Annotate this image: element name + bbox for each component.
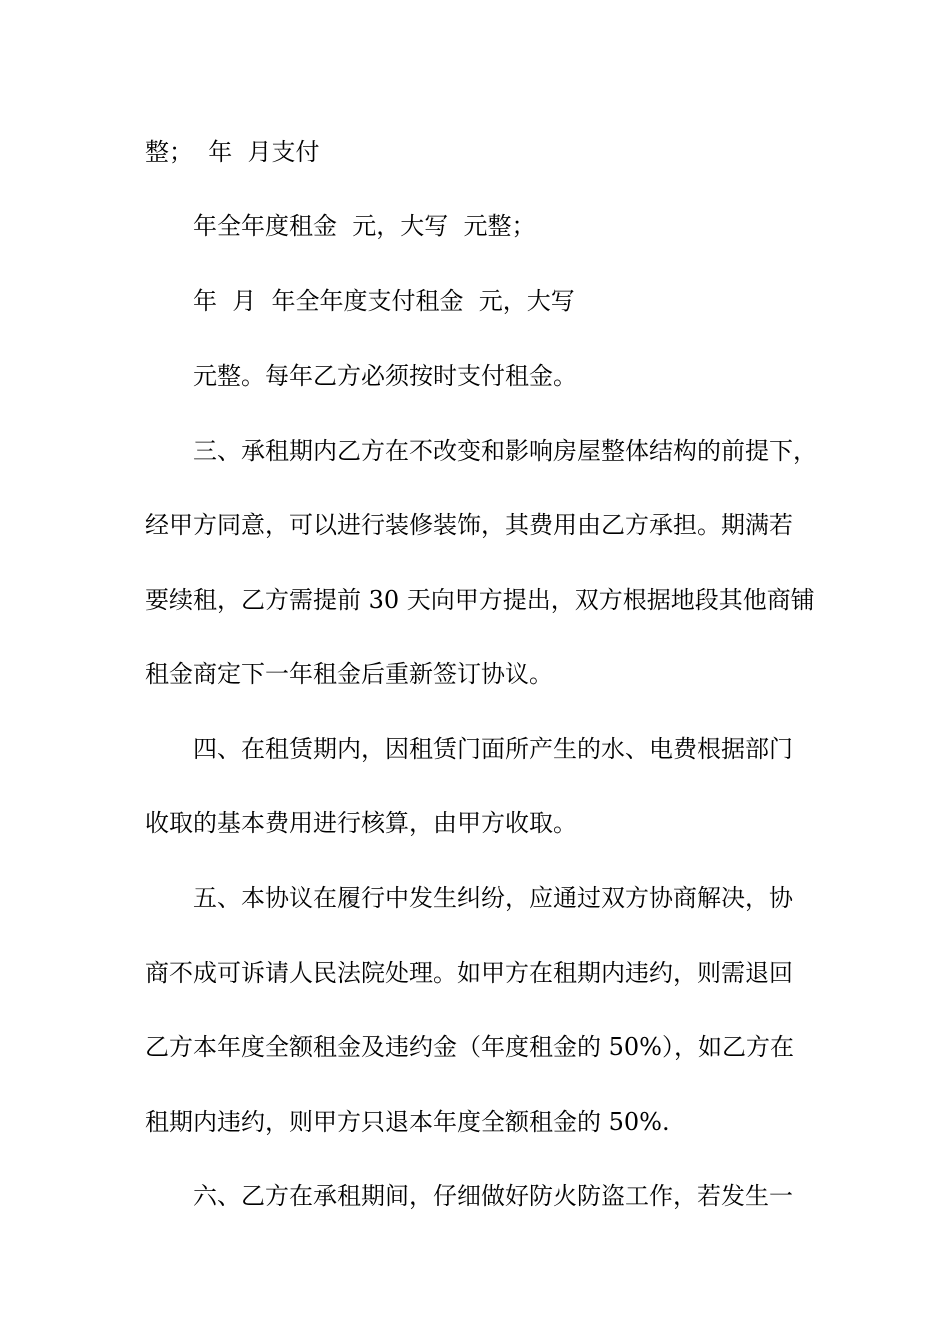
clause-3-line-2: 经甲方同意，可以进行装修装饰，其费用由乙方承担。期满若 bbox=[145, 511, 793, 539]
clause-3-line-1: 三、承租期内乙方在不改变和影响房屋整体结构的前提下， bbox=[193, 437, 817, 465]
clause-4-line-1: 四、在租赁期内，因租赁门面所产生的水、电费根据部门 bbox=[193, 735, 793, 763]
clause-3-line-4: 租金商定下一年租金后重新签订协议。 bbox=[145, 660, 553, 688]
clause-5-line-3: 乙方本年度全额租金及违约金（年度租金的 50%），如乙方在 bbox=[145, 1033, 794, 1061]
text-line-4: 元整。每年乙方必须按时支付租金。 bbox=[193, 362, 577, 390]
text-line-3: 年 月 年全年度支付租金 元，大写 bbox=[193, 287, 575, 315]
clause-6-line-1: 六、乙方在承租期间，仔细做好防火防盗工作，若发生一 bbox=[193, 1182, 793, 1210]
clause-5-line-2: 商不成可诉请人民法院处理。如甲方在租期内违约，则需退回 bbox=[145, 959, 793, 987]
clause-5-line-1: 五、本协议在履行中发生纠纷，应通过双方协商解决，协 bbox=[193, 884, 793, 912]
clause-5-line-4: 租期内违约，则甲方只退本年度全额租金的 50%. bbox=[145, 1108, 670, 1136]
text-line-1: 整； 年 月支付 bbox=[145, 138, 320, 166]
clause-4-line-2: 收取的基本费用进行核算，由甲方收取。 bbox=[145, 809, 577, 837]
text-line-2: 年全年度租金 元，大写 元整； bbox=[193, 212, 536, 240]
clause-3-line-3: 要续租，乙方需提前 30 天向甲方提出，双方根据地段其他商铺 bbox=[145, 586, 815, 614]
